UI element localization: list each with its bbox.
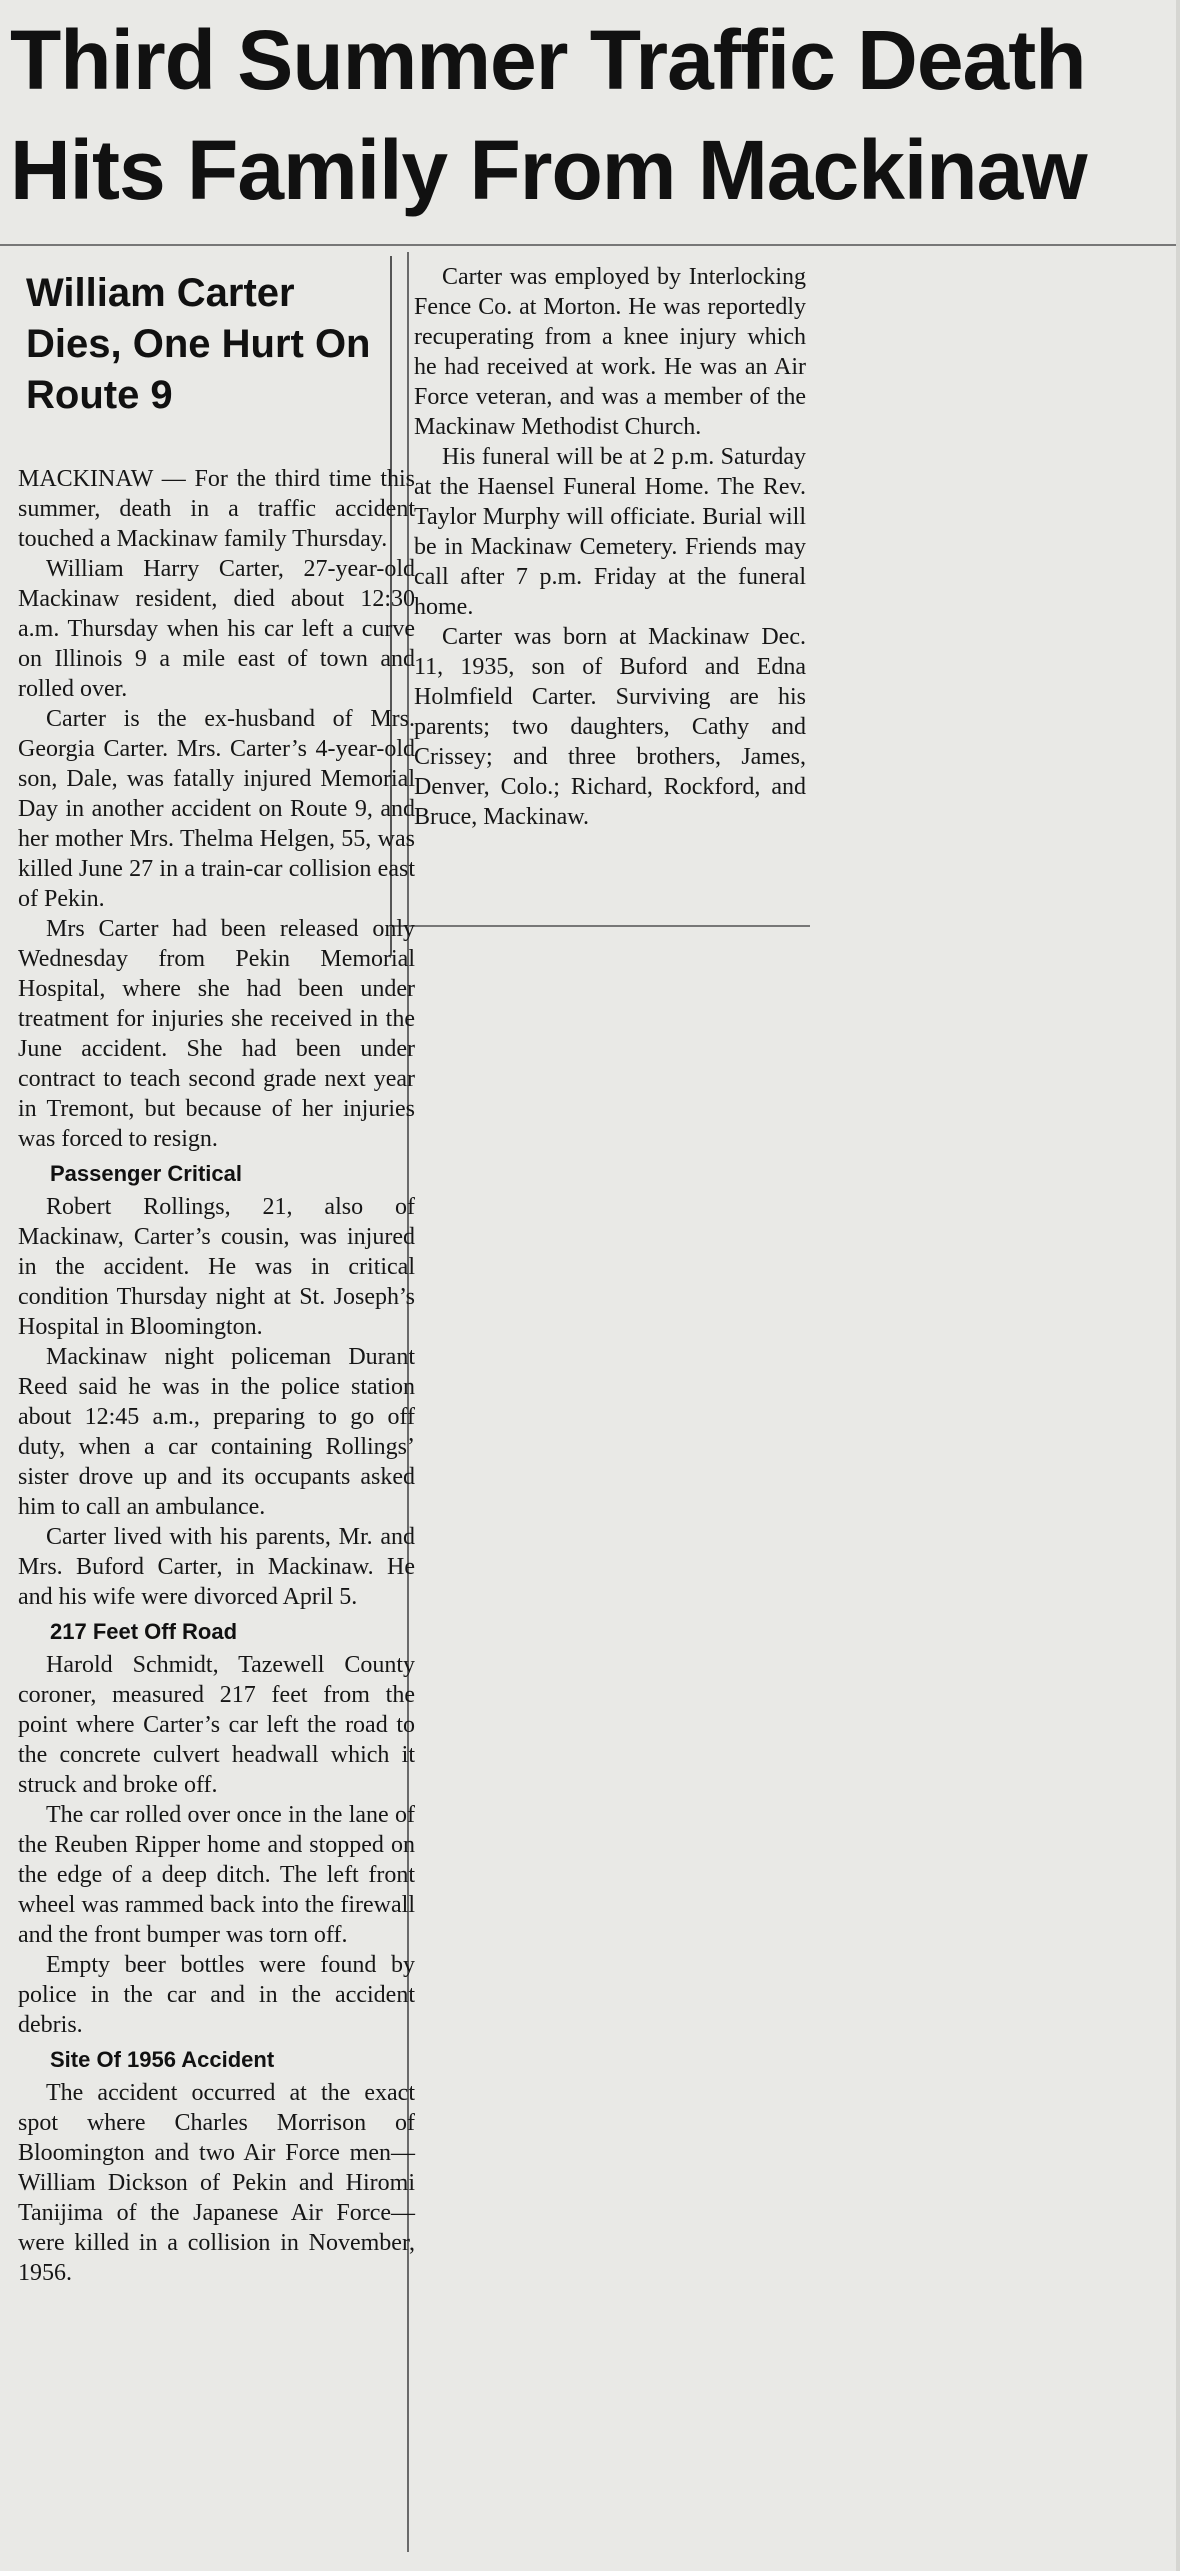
scan-edge <box>1176 0 1180 2571</box>
article-paragraph: Robert Rollings, 21, also of Mackinaw, Carter’s cousin, was injured in the accident. He was in critical condition Thursday night at St. Joseph’s Hospital in Bloomington. <box>18 1194 415 1340</box>
article-paragraph: MACKINAW — For the third time this summer, death in a traffic accident touched a Mackinaw family Thursday. <box>18 466 415 552</box>
article-paragraph: Carter was born at Mackinaw Dec. 11, 1935, son of Buford and Edna Holmfield Carter. Surviving are his parents; two daughters, Cathy and Crissey; and three brothers, James, Denver, Colo.; Richard, Rockford, and Bruce, Mackinaw. <box>414 624 806 830</box>
article-subhead: William Carter Dies, One Hurt On Route 9 <box>26 271 371 417</box>
headline-rule <box>0 244 1180 246</box>
article-paragraph: Carter is the ex-husband of Mrs. Georgia Carter. Mrs. Carter’s 4-year-old son, Dale, was fatally injured Memorial Day in another accident on Route 9, and her mother Mrs. Thelma Helgen, 55, was killed June 27 in a train-car collision east of Pekin. <box>18 706 415 912</box>
article-column-left <box>18 464 415 2288</box>
article-paragraph: Empty beer bottles were found by police in the car and in the accident debris. <box>18 1952 415 2038</box>
article-paragraph: Harold Schmidt, Tazewell County coroner, measured 217 feet from the point where Carter’s car left the road to the concrete culvert headwall which it struck and broke off. <box>18 1652 415 1798</box>
article-paragraph: Mackinaw night policeman Durant Reed said he was in the police station about 12:45 a.m., preparing to go off duty, when a car containing Rollings’ sister drove up and its occupants asked him to call an ambulance. <box>18 1344 415 1520</box>
article-paragraph: Mrs Carter had been released only Wednesday from Pekin Memorial Hospital, where she had been under treatment for injuries she received in the June accident. She had been under contract to teach second grade next year in Tremont, but because of her injuries was forced to resign. <box>18 916 415 1152</box>
article-paragraph: His funeral will be at 2 p.m. Saturday at the Haensel Funeral Home. The Rev. Taylor Murphy will officiate. Burial will be in Mackinaw Cemetery. Friends may call after 7 p.m. Friday at the funeral home. <box>414 444 806 620</box>
article-paragraph: The car rolled over once in the lane of the Reuben Ripper home and stopped on the edge of a deep ditch. The left front wheel was rammed back into the firewall and the front bumper was torn off. <box>18 1802 415 1948</box>
section-heading: Passenger Critical <box>50 1161 242 1186</box>
headline-line-2: Hits Family From Mackinaw <box>10 123 1087 217</box>
article-paragraph: The accident occurred at the exact spot where Charles Morrison of Bloomington and two Air Force men—William Dickson of Pekin and Hiromi Tanijima of the Japanese Air Force—were killed in a collision in November, 1956. <box>18 2080 415 2286</box>
section-heading: 217 Feet Off Road <box>50 1619 238 1644</box>
article-paragraph: Carter lived with his parents, Mr. and Mrs. Buford Carter, in Mackinaw. He and his wife were divorced April 5. <box>18 1524 415 1610</box>
headline-line-1: Third Summer Traffic Death <box>10 13 1086 107</box>
box-rule-bottom <box>390 925 810 927</box>
section-heading: Site Of 1956 Accident <box>50 2047 275 2072</box>
article-paragraph: William Harry Carter, 27-year-old Mackinaw resident, died about 12:30 a.m. Thursday when his car left a curve on Illinois 9 a mile east of town and rolled over. <box>18 556 415 702</box>
article-paragraph: Carter was employed by Interlocking Fence Co. at Morton. He was reportedly recuperating from a knee injury which he had received at work. He was an Air Force veteran, and was a member of the Mackinaw Methodist Church. <box>414 264 806 440</box>
article-column-right <box>414 262 806 832</box>
